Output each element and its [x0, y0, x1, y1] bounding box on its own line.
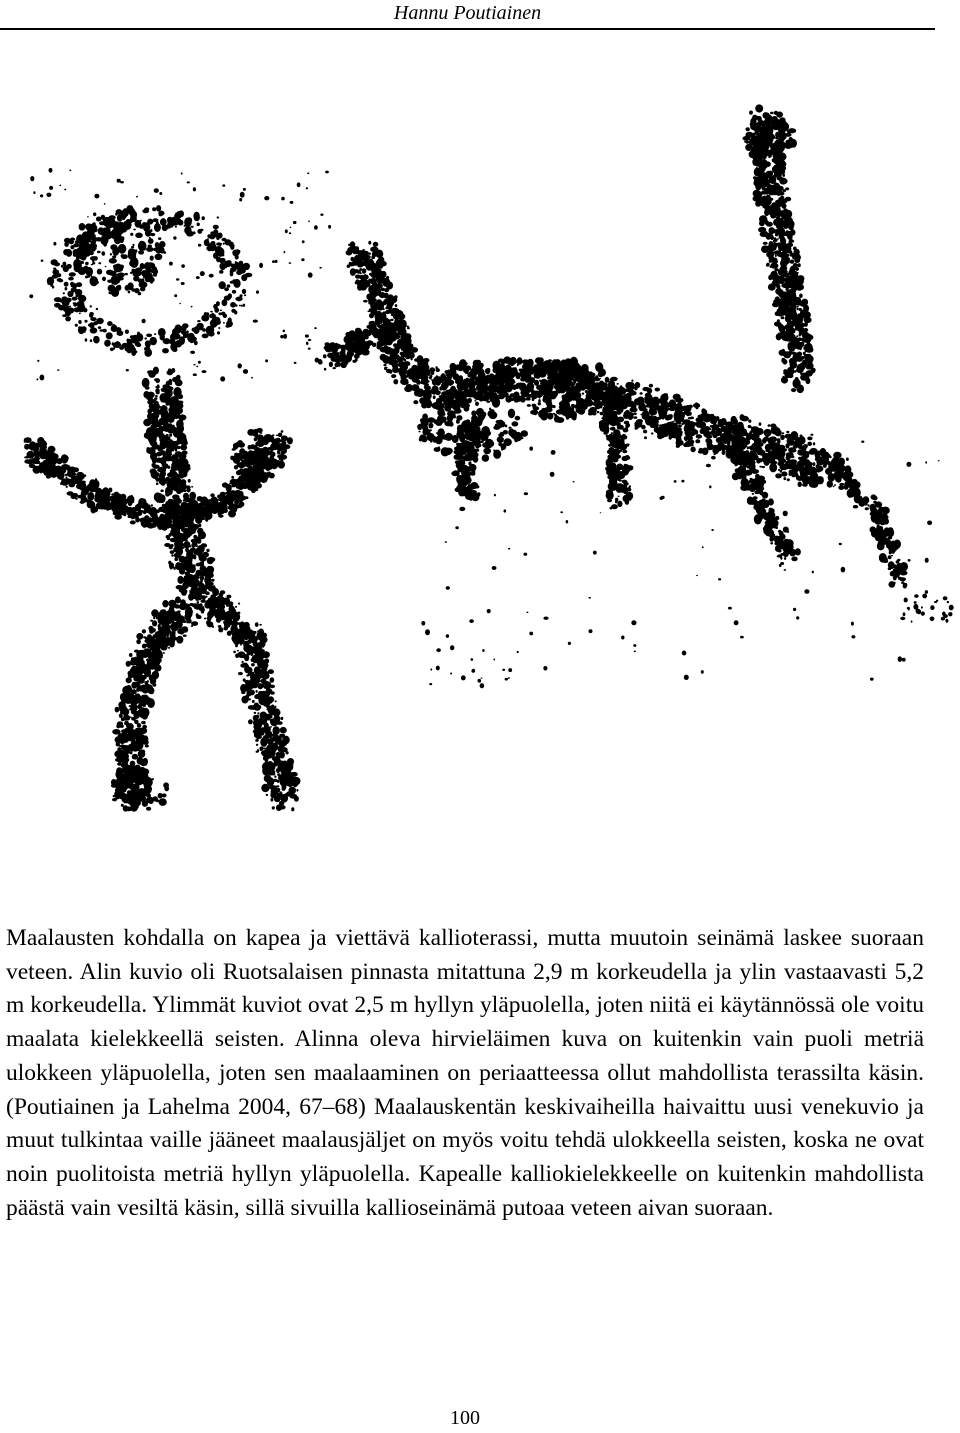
rock-painting-icon	[0, 100, 960, 830]
body-paragraph: Maalausten kohdalla on kapea ja viettävä kallioterassi, mutta muutoin seinämä laskee suoraan veteen. Alin kuvio oli Ruotsalaisen pinnasta mitattuna 2,9 m korkeudella ja ylin vastaavasti 5,2 m korkeudella. Ylimmät kuviot ovat 2,5 m hyllyn yläpuolella, joten niitä ei käytännössä ole voitu maalata kielekkeellä seisten. Alinna oleva hirvieläimen kuva on kuitenkin vain puoli metriä ulokkeen yläpuolella, joten sen maalaaminen on periaatteessa ollut mahdollista terassilta käsin. (Poutiainen ja Lahelma 2004, 67–68) Maalauskentän keskivaiheilla haivaittu uusi venekuvio ja muut tulkintaa vaille jääneet maalausjäljet on myös voitu tehdä ulokkeella seisten, koska ne ovat noin puolitoista metriä hyllyn yläpuolella. Kapealle kalliokielekkeelle on kuitenkin mahdollista päästä vain vesiltä käsin, sillä sivuilla kallioseinämä putoaa veteen aivan suoraan.	[6, 925, 924, 1221]
page-number: 100	[450, 1407, 480, 1429]
running-header	[0, 0, 935, 30]
rock-painting-figure	[0, 100, 960, 830]
header-author: Hannu Poutiainen	[393, 2, 542, 24]
